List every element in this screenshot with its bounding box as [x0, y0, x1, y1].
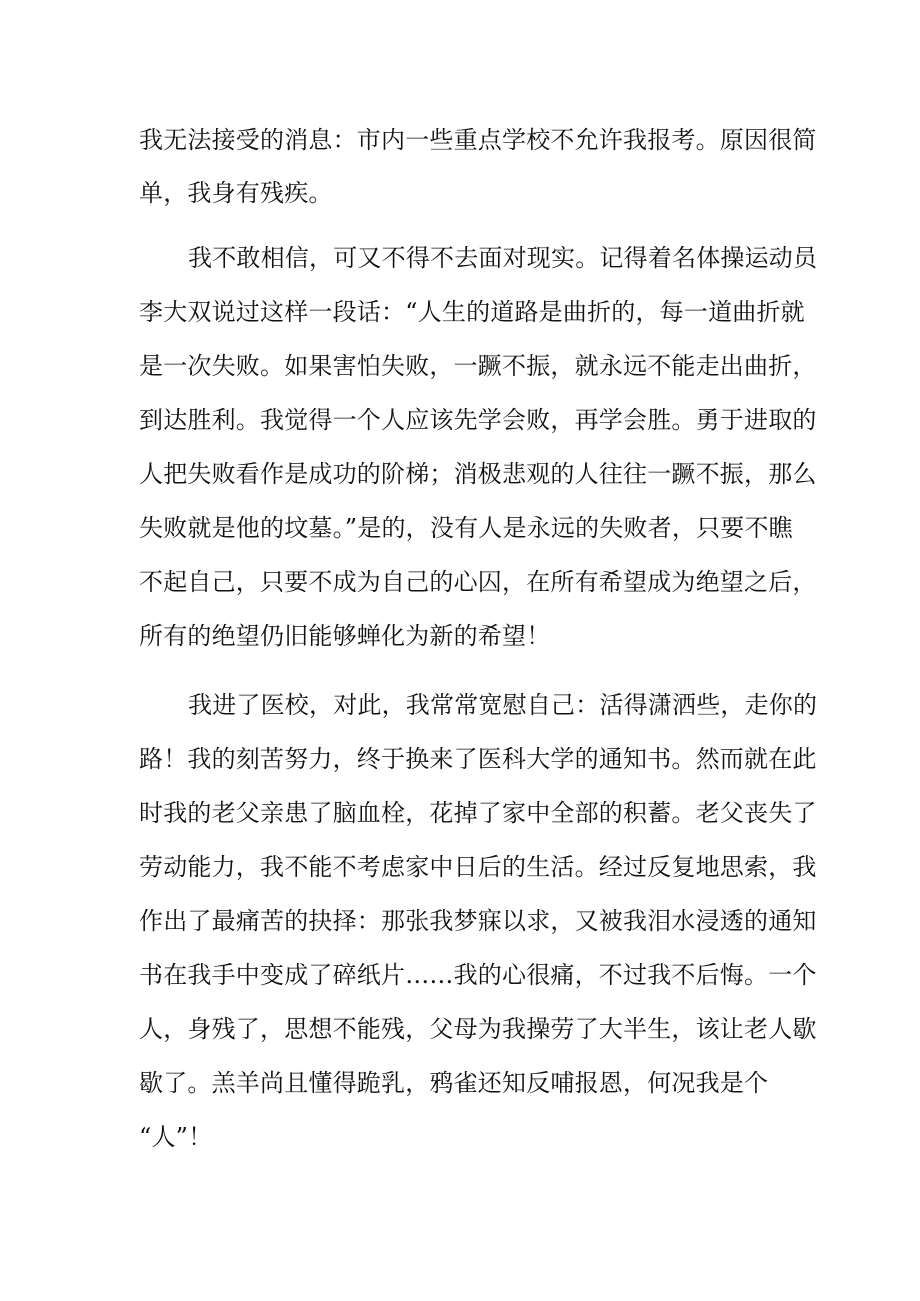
text-line: 所有的绝望仍旧能够蝉化为新的希望！ [139, 622, 551, 650]
text-line: 李大双说过这样一段话：“人生的道路是曲折的，每一道曲折就 [139, 298, 805, 326]
text-line: “人”！ [139, 1123, 213, 1151]
text-line: 歇了。羔羊尚且懂得跪乳，鸦雀还知反哺报恩，何况我是个 [139, 1069, 769, 1097]
text-line: 是一次失败。如果害怕失败，一蹶不振，就永远不能走出曲折， [139, 352, 817, 380]
text-line: 作出了最痛苦的抉择：那张我梦寐以求，又被我泪水浸透的通知 [139, 907, 817, 935]
text-line: 路！我的刻苦努力，终于换来了医科大学的通知书。然而就在此 [139, 745, 817, 773]
text-line: 劳动能力，我不能不考虑家中日后的生活。经过反复地思索，我 [139, 853, 817, 881]
text-line: 失败就是他的坟墓。”是的，没有人是永远的失败者，只要不瞧 [139, 514, 793, 542]
text-line: 到达胜利。我觉得一个人应该先学会败，再学会胜。勇于进取的 [139, 406, 817, 434]
text-line: 人把失败看作是成功的阶梯；消极悲观的人往往一蹶不振，那么 [139, 460, 817, 488]
text-line: 我进了医校，对此，我常常宽慰自己：活得潇洒些，走你的 [188, 691, 818, 719]
text-line: 不起自己，只要不成为自己的心囚，在所有希望成为绝望之后， [139, 568, 817, 596]
text-line: 我无法接受的消息：市内一些重点学校不允许我报考。原因很简 [139, 126, 817, 154]
text-line: 人，身残了，思想不能残，父母为我操劳了大半生，该让老人歇 [139, 1015, 817, 1043]
text-line: 时我的老父亲患了脑血栓，花掉了家中全部的积蓄。老父丧失了 [139, 799, 817, 827]
text-line: 我不敢相信，可又不得不去面对现实。记得着名体操运动员 [188, 244, 818, 272]
text-line: 书在我手中变成了碎纸片……我的心很痛，不过我不后悔。一个 [139, 961, 817, 989]
text-line: 单，我身有残疾。 [139, 179, 333, 207]
